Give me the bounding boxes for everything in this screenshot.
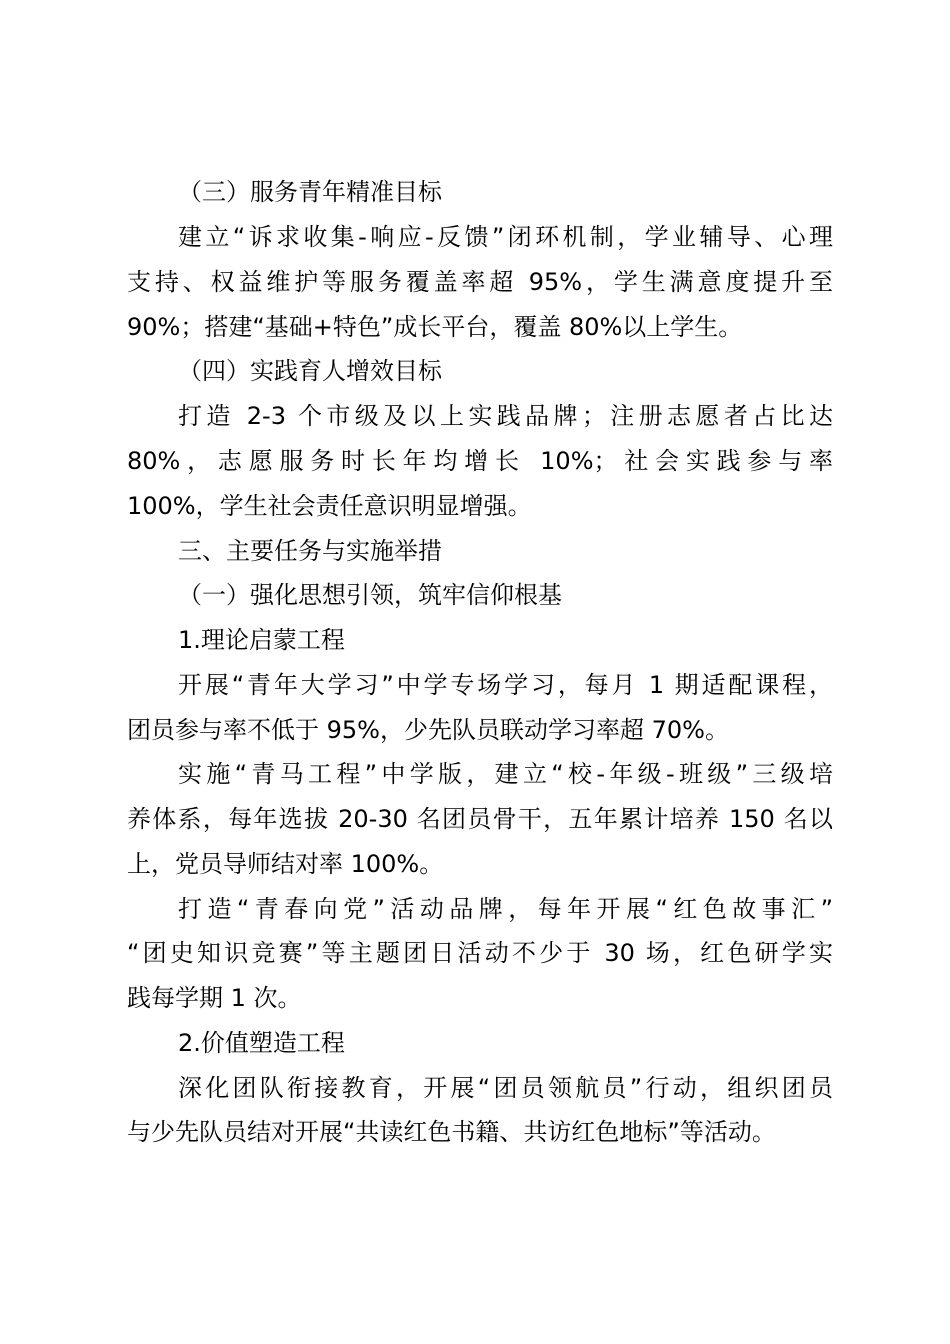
paragraph-line: 养体系，每年选拔 20-30 名团员骨干，五年累计培养 150 名以 (127, 805, 833, 833)
item-heading-2: 2.价值塑造工程 (178, 1029, 345, 1057)
paragraph-line: 深化团队衔接教育，开展“团员领航员”行动，组织团员 (178, 1074, 833, 1102)
chapter-heading: 三、主要任务与实施举措 (178, 537, 442, 565)
paragraph-line: 团员参与率不低于 95%，少先队员联动学习率超 70%。 (127, 716, 729, 744)
paragraph-line: “团史知识竞赛”等主题团日活动不少于 30 场，红色研学实 (127, 939, 833, 967)
paragraph-line: 与少先队员结对开展“共读红色书籍、共访红色地标”等活动。 (127, 1118, 776, 1146)
section-heading-3: （三）服务青年精准目标 (178, 178, 442, 206)
paragraph-line: 100%，学生社会责任意识明显增强。 (127, 492, 532, 520)
item-heading-1: 1.理论启蒙工程 (178, 626, 345, 654)
paragraph-line: 上，党员导师结对率 100%。 (127, 850, 444, 878)
paragraph-line: 践每学期 1 次。 (127, 984, 302, 1012)
paragraph-line: 90%；搭建“基础+特色”成长平台，覆盖 80%以上学生。 (127, 313, 743, 341)
paragraph-line: 80%，志愿服务时长年均增长 10%；社会实践参与率 (127, 447, 833, 475)
paragraph-line: 开展“青年大学习”中学专场学习，每月 1 期适配课程， (178, 671, 833, 699)
subsection-heading-1: （一）强化思想引领，筑牢信仰根基 (178, 581, 562, 609)
paragraph-line: 支持、权益维护等服务覆盖率超 95%，学生满意度提升至 (127, 268, 833, 296)
paragraph-line: 建立“诉求收集-响应-反馈”闭环机制，学业辅导、心理 (178, 223, 833, 251)
section-heading-4: （四）实践育人增效目标 (178, 357, 442, 385)
paragraph-line: 打造“青春向党”活动品牌，每年开展“红色故事汇” (178, 895, 833, 923)
paragraph-line: 打造 2-3 个市级及以上实践品牌；注册志愿者占比达 (178, 402, 833, 430)
paragraph-line: 实施“青马工程”中学版，建立“校-年级-班级”三级培 (178, 760, 833, 788)
